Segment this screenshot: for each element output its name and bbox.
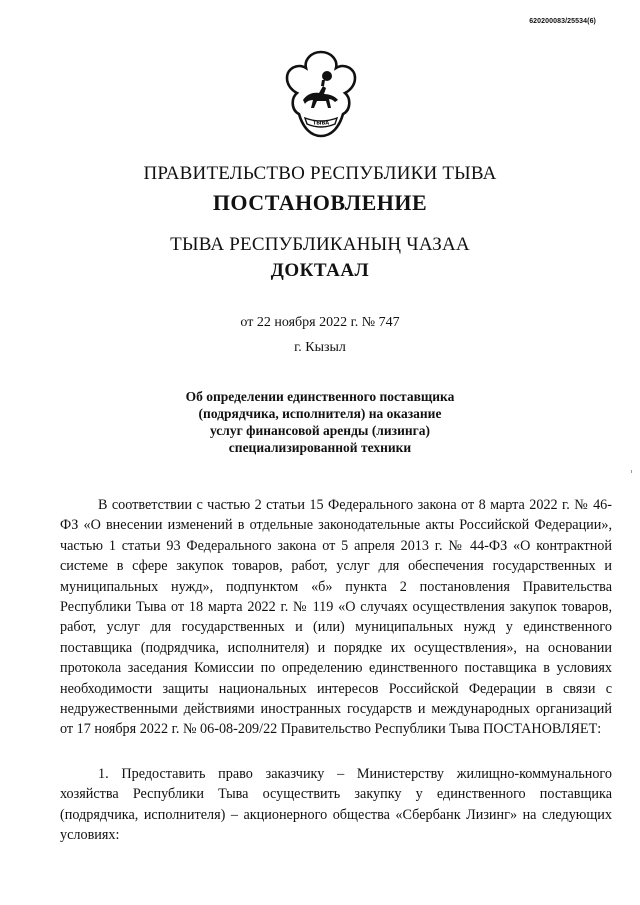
coat-of-arms-emblem [283,50,359,140]
scan-mark [631,470,632,473]
body-paragraph-preamble [60,495,612,740]
emblem-motto: ТЫВА [312,120,330,127]
decree-date-number: от 22 ноября 2022 г. № 747 [240,315,400,330]
decree-subject [120,388,520,456]
subject-line: Об определении единственного поставщика [185,389,455,404]
decree-title-ru: ПОСТАНОВЛЕНИЕ [212,190,428,215]
decree-city: г. Кызыл [294,340,346,355]
subject-line: (подрядчика, исполнителя) на оказание [198,406,442,421]
government-name-tyv: ТЫВА РЕСПУБЛИКАНЫҢ ЧАЗАА [170,234,470,255]
document-id: 620200083/25534(6) [529,18,596,25]
subject-line: специализированной техники [228,440,412,455]
paragraph-text: 1. Предоставить право заказчику – Министерству жилищно-коммунального хозяйства Республики Тыва осуществить закупку у единственного поставщика (подрядчика, исполнителя) – акционерного общества «Сбербанк Лизинг» на следующих условиях: [60,766,612,844]
subject-line: услуг финансовой аренды (лизинга) [209,423,431,438]
government-name-ru: ПРАВИТЕЛЬСТВО РЕСПУБЛИКИ ТЫВА [143,163,497,184]
body-paragraph-1 [60,764,612,846]
decree-title-tyv: ДОКТААЛ [270,260,370,281]
paragraph-text: В соответствии с частью 2 статьи 15 Федерального закона от 8 марта 2022 г. № 46-ФЗ «О внесении изменений в отдельные законодательные акты Российской Федерации», частью 1 статьи 93 Федерального закона от 5 апреля 2013 г. № 44-ФЗ «О контрактной системе в сфере закупок товаров, работ, услуг для обеспечения государственных и муниципальных нужд», подпунктом «б» пункта 2 постановления Правительства Республики Тыва от 18 марта 2022 г. № 119 «О случаях осуществления закупок товаров, работ, услуг для государственных и (или) муниципальных нужд у единственного поставщика (подрядчика, исполнителя) и порядке их осуществления», на основании протокола заседания Комиссии по определению единственного поставщика в условиях необходимости защиты национальных интересов Российской Федерации в связи с недружественными действиями иностранных государств и международных организаций от 17 ноября 2022 г. № 06-08-209/22 Правительство Республики Тыва ПОСТАНОВЛЯЕТ: [60,497,612,738]
